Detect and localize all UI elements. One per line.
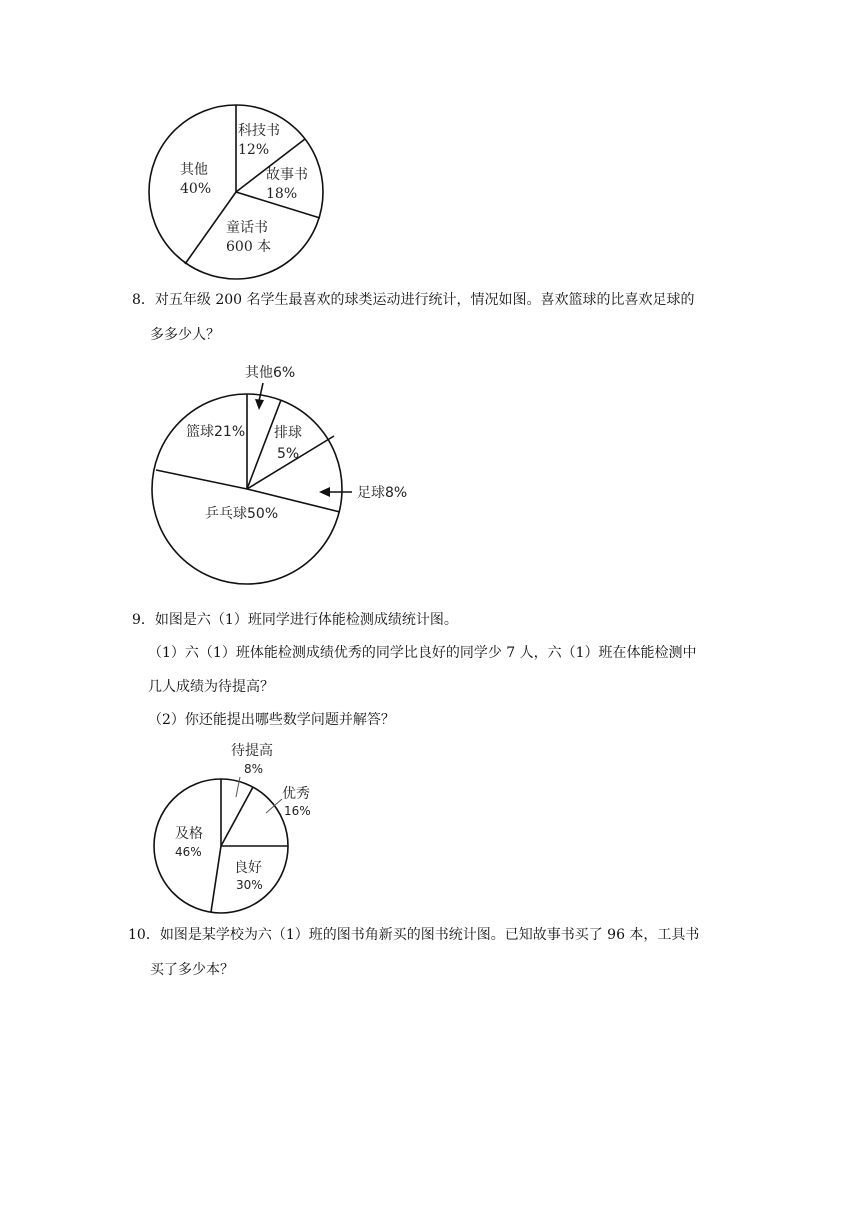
slice-label-pingpang: 乒乓球50% — [205, 506, 279, 522]
slice-value-youxiu: 16% — [284, 804, 311, 818]
slice-value-paiqiu: 5% — [277, 446, 300, 462]
q10-line1: 10．如图是某学校为六（1）班的图书角新买的图书统计图。已知故事书买了 96 本，工具书 — [128, 927, 700, 943]
slice-value-gushi: 18% — [266, 186, 298, 202]
slice-value-jige: 46% — [175, 845, 202, 859]
slice-label-jige: 及格 — [175, 826, 203, 842]
slice-label-daitigao: 待提高 — [231, 743, 273, 759]
slice-value-daitigao: 8% — [244, 762, 264, 776]
slice-value-keji: 12% — [238, 142, 270, 158]
slice-label-lanqiu: 篮球21% — [186, 424, 246, 440]
q9-line3: 几人成绩为待提高？ — [148, 679, 274, 695]
q9-line1: 9．如图是六（1）班同学进行体能检测成绩统计图。 — [132, 612, 458, 628]
slice-label-zuqiu: 足球8% — [357, 485, 408, 501]
pie-chart-books — [0, 0, 860, 300]
slice-label-qita: 其他6% — [245, 365, 296, 381]
q10-line2: 买了多少本？ — [150, 962, 234, 978]
slice-label-gushi: 故事书 — [266, 167, 308, 183]
q8-line2: 多多少人？ — [150, 327, 220, 343]
pie-chart-sports — [0, 355, 860, 595]
q9-line2: （1）六（1）班体能检测成绩优秀的同学比良好的同学少 7 人，六（1）班在体能检测中 — [148, 645, 697, 661]
slice-value-qita: 40% — [180, 181, 212, 197]
slice-label-paiqiu: 排球 — [274, 425, 302, 441]
slice-label-tonghua: 童话书 — [226, 220, 268, 236]
slice-label-lianghao: 良好 — [234, 860, 262, 876]
slice-label-youxiu: 优秀 — [282, 786, 310, 802]
slice-label-qita: 其他 — [180, 162, 208, 178]
slice-label-keji: 科技书 — [238, 123, 280, 139]
q9-line4: （2）你还能提出哪些数学问题并解答？ — [148, 712, 395, 728]
slice-value-lianghao: 30% — [236, 878, 263, 892]
q8-line1: 8．对五年级 200 名学生最喜欢的球类运动进行统计，情况如图。喜欢篮球的比喜欢足球的 — [132, 292, 695, 308]
pie-chart-fitness — [0, 735, 860, 915]
slice-value-tonghua: 600 本 — [226, 239, 272, 255]
